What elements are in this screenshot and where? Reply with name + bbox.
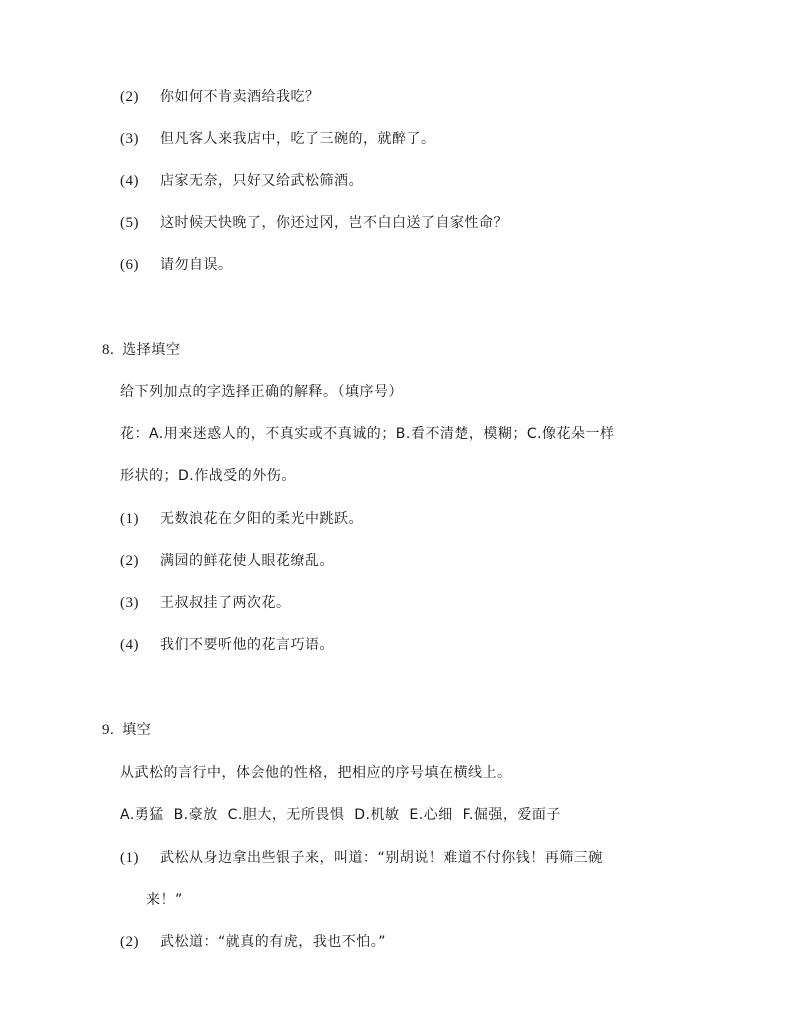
item-text-continuation: 来！”	[146, 892, 183, 908]
instruction: 从武松的言行中，体会他的性格，把相应的序号填在横线上。	[120, 765, 512, 781]
definition-line: 形状的；D.作战受的外伤。	[120, 468, 296, 484]
item-text: 武松道：“就真的有虎，我也不怕。”	[160, 934, 387, 950]
item-number: (1)	[120, 511, 139, 527]
item-number: (4)	[120, 173, 139, 189]
list-item	[120, 130, 436, 148]
list-item	[120, 510, 363, 528]
item-text: 你如何不肯卖酒给我吃？	[160, 89, 320, 105]
section-number: 8.	[102, 342, 115, 358]
list-item	[120, 88, 320, 106]
item-text: 这时候天快晚了，你还过冈，岂不白白送了自家性命？	[160, 215, 508, 231]
list-item	[120, 214, 508, 232]
list-item	[120, 933, 386, 951]
answer-options: A.勇猛 B.豪放 C.胆大，无所畏惧 D.机敏 E.心细 F.倔强，爱面子	[120, 807, 561, 823]
list-item	[120, 636, 334, 654]
item-text: 武松从身边拿出些银子来，叫道：“别胡说！难道不付你钱！再筛三碗	[160, 850, 603, 866]
section-number: 9.	[102, 722, 115, 738]
list-item	[120, 552, 334, 570]
section-title: 填空	[122, 722, 152, 738]
item-number: (2)	[120, 553, 139, 569]
instruction: 给下列加点的字选择正确的解释。（填序号）	[120, 384, 403, 400]
list-item	[120, 849, 603, 867]
section-heading	[102, 721, 151, 739]
section-title: 选择填空	[122, 342, 181, 358]
list-item	[120, 172, 363, 190]
item-number: (1)	[120, 850, 139, 866]
item-text: 请勿自误。	[160, 257, 233, 273]
list-item	[120, 256, 233, 274]
item-text: 满园的鲜花使人眼花缭乱。	[160, 553, 334, 569]
item-number: (6)	[120, 257, 139, 273]
item-text: 王叔叔挂了两次花。	[160, 595, 291, 611]
item-number: (3)	[120, 595, 139, 611]
item-number: (3)	[120, 131, 139, 147]
definition-line: 花：A.用来迷惑人的，不真实或不真诚的；B.看不清楚，模糊；C.像花朵一样	[120, 426, 615, 442]
item-text: 店家无奈，只好又给武松筛酒。	[160, 173, 363, 189]
item-number: (2)	[120, 934, 139, 950]
section-heading	[102, 341, 180, 359]
item-number: (4)	[120, 637, 139, 653]
item-text: 但凡客人来我店中，吃了三碗的，就醉了。	[160, 131, 436, 147]
item-text: 我们不要听他的花言巧语。	[160, 637, 334, 653]
item-number: (2)	[120, 89, 139, 105]
item-number: (5)	[120, 215, 139, 231]
item-text: 无数浪花在夕阳的柔光中跳跃。	[160, 511, 363, 527]
list-item	[120, 594, 291, 612]
